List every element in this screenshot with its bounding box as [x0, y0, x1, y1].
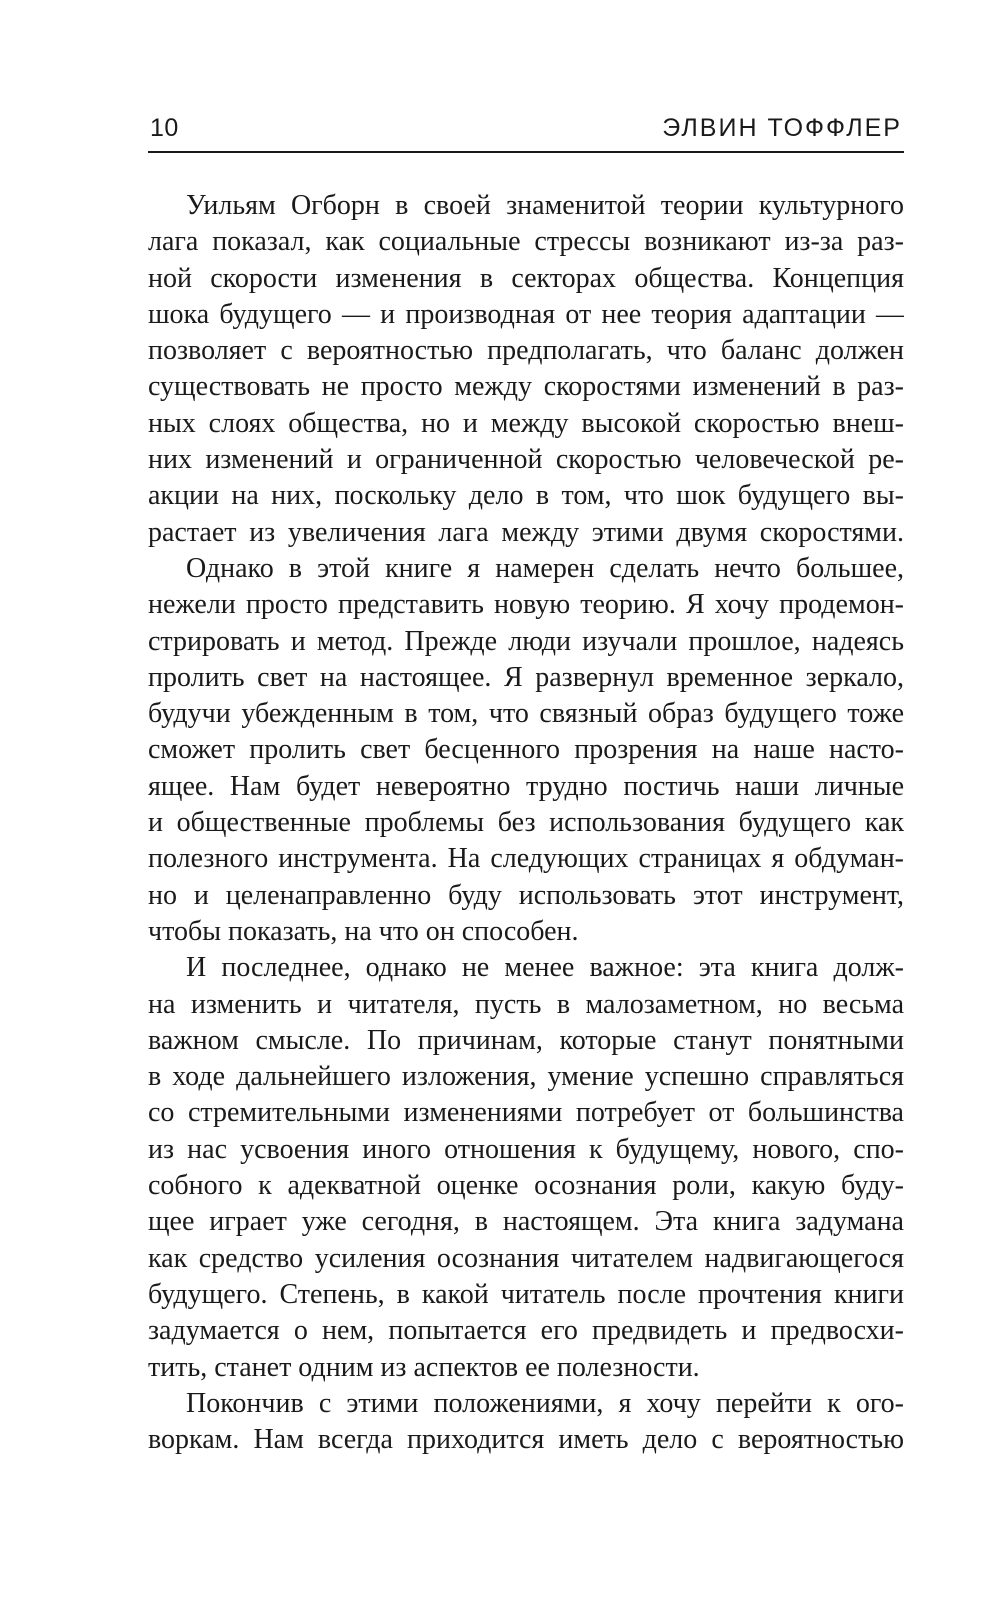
text-line: нежели просто представить новую теорию. Я хочу продемон- [148, 589, 904, 621]
page-number: 10 [150, 114, 179, 142]
text-line: существовать не просто между скоростями изменений в раз- [148, 371, 904, 403]
text-line: чтобы показать, на что он способен. [148, 915, 579, 947]
text-line: лага показал, как социальные стрессы возникают из-за раз- [148, 226, 904, 258]
paragraph-1 [148, 188, 904, 551]
text-line: И последнее, однако не менее важное: эта книга долж- [186, 952, 904, 984]
text-line: Покончив с этими положениями, я хочу перейти к ого- [186, 1387, 904, 1419]
text-line: как средство усиления осознания читателем надвигающегося [148, 1242, 904, 1274]
text-line: ной скорости изменения в секторах общества. Концепция [148, 262, 904, 294]
page-header [148, 107, 904, 153]
text-line: растает из увеличения лага между этими двумя скоростями. [148, 516, 904, 548]
text-line: пролить свет на настоящее. Я развернул временное зеркало, [148, 661, 904, 693]
text-line: но и целенаправленно буду использовать этот инструмент, [148, 879, 904, 911]
running-head-author: ЭЛВИН ТОФФЛЕР [662, 114, 902, 142]
text-line: щее играет уже сегодня, в настоящем. Эта книга задумана [148, 1206, 904, 1238]
text-line: стрировать и метод. Прежде люди изучали прошлое, надеясь [148, 625, 904, 657]
text-line: со стремительными изменениями потребует от большинства [148, 1097, 904, 1129]
text-line: ящее. Нам будет невероятно трудно постичь наши личные [148, 770, 904, 802]
text-line: будучи убежденным в том, что связный образ будущего тоже [148, 698, 904, 730]
text-line: тить, станет одним из аспектов ее полезности. [148, 1351, 700, 1383]
paragraph-4 [148, 1386, 904, 1459]
text-line: воркам. Нам всегда приходится иметь дело с вероятностью [148, 1424, 904, 1456]
body-text [148, 188, 904, 1458]
text-line: шока будущего — и производная от нее теория адаптации — [148, 298, 904, 330]
text-line: Однако в этой книге я намерен сделать нечто большее, [186, 552, 904, 584]
text-line: из нас усвоения иного отношения к будущему, нового, спо- [148, 1133, 904, 1165]
text-line: них изменений и ограниченной скоростью человеческой ре- [148, 444, 904, 476]
text-line: задумается о нем, попытается его предвидеть и предвосхи- [148, 1315, 904, 1347]
text-line: ных слоях общества, но и между высокой скоростью внеш- [148, 407, 904, 439]
text-line: на изменить и читателя, пусть в малозаметном, но весьма [148, 988, 904, 1020]
text-line: Уильям Огборн в своей знаменитой теории культурного [186, 190, 904, 221]
text-line: и общественные проблемы без использования будущего как [148, 807, 904, 839]
text-line: собного к адекватной оценке осознания роли, какую буду- [148, 1170, 904, 1202]
text-line: важном смысле. По причинам, которые станут понятными [148, 1024, 904, 1056]
text-line: акции на них, поскольку дело в том, что шок будущего вы- [148, 480, 904, 512]
text-line: позволяет с вероятностью предполагать, что баланс должен [148, 335, 904, 367]
text-line: полезного инструмента. На следующих страницах я обдуман- [148, 843, 904, 875]
text-line: сможет пролить свет бесценного прозрения на наше насто- [148, 734, 904, 766]
text-line: в ходе дальнейшего изложения, умение успешно справляться [148, 1061, 904, 1093]
text-line: будущего. Степень, в какой читатель после прочтения книги [148, 1278, 904, 1310]
paragraph-3 [148, 950, 904, 1386]
paragraph-2 [148, 551, 904, 950]
